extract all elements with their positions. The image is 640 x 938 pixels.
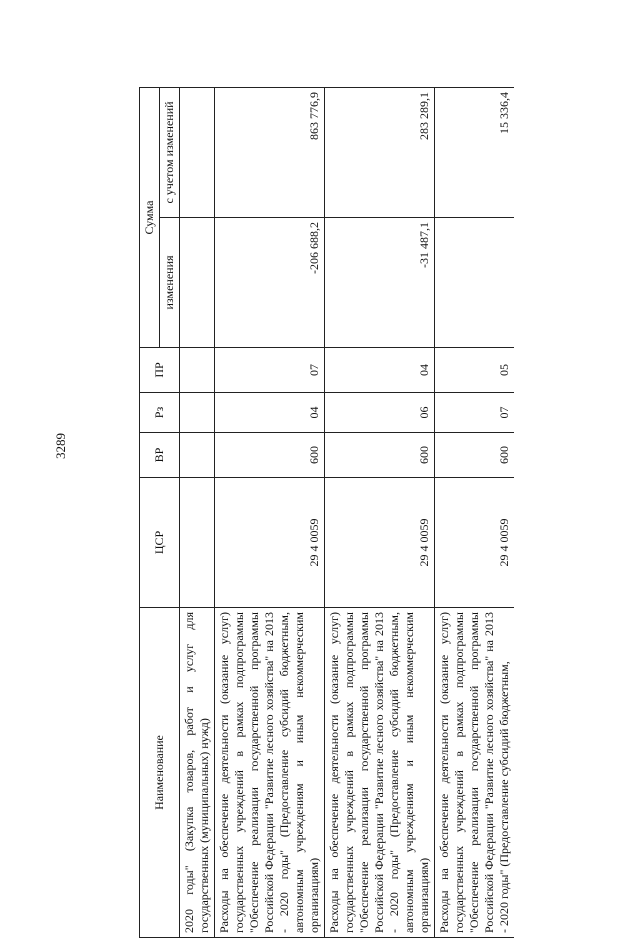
header-rz: Рз [140, 393, 180, 433]
row-csr: 29 4 0059 [435, 478, 515, 608]
header-csr: ЦСР [140, 478, 180, 608]
header-sum: Сумма [140, 87, 160, 347]
continuation-text: 2020 годы" (Закупка товаров, работ и услуг для государственных (муниципальных) нужд) [180, 608, 215, 938]
row-total: 283 289,1 [325, 87, 435, 217]
rotated-page [139, 58, 609, 938]
header-row [140, 87, 160, 937]
row-vr: 600 [215, 433, 325, 478]
page-number: 3289 [53, 433, 68, 459]
table-row [215, 87, 325, 937]
table-row [325, 87, 435, 937]
header-changes: изменения [160, 218, 180, 348]
row-vr: 600 [325, 433, 435, 478]
row-csr: 29 4 0059 [325, 478, 435, 608]
continuation-row [180, 87, 215, 937]
row-rz: 06 [325, 393, 435, 433]
row-pr: 07 [215, 348, 325, 393]
table-row [435, 87, 515, 937]
row-pr: 05 [435, 348, 515, 393]
header-name: Наименование [140, 608, 180, 938]
header-pr: ПР [140, 348, 180, 393]
budget-table [139, 87, 514, 938]
row-change [435, 218, 515, 348]
row-vr: 600 [435, 433, 515, 478]
empty-cell [180, 433, 215, 478]
empty-cell [180, 348, 215, 393]
row-change: -206 688,2 [215, 218, 325, 348]
row-total: 863 776,9 [215, 87, 325, 217]
row-rz: 04 [215, 393, 325, 433]
row-total: 15 336,4 [435, 87, 515, 217]
row-change: -31 487,1 [325, 218, 435, 348]
table-wrapper [139, 58, 640, 933]
row-rz: 07 [435, 393, 515, 433]
empty-cell [180, 218, 215, 348]
row-csr: 29 4 0059 [215, 478, 325, 608]
row-name: Расходы на обеспечение деятельности (оказание услуг) государственных учреждений в рамках подпрограммы "Обеспечение реализации государственной программы Российской Федерации "Развитие лесного хозяйства" на 2013 - 2020 годы" (Предоставление субсидий бюджетным, [435, 608, 515, 938]
header-with-changes: с учетом изменений [160, 87, 180, 217]
empty-cell [180, 478, 215, 608]
row-name: Расходы на обеспечение деятельности (оказание услуг) государственных учреждений в рамках подпрограммы "Обеспечение реализации государственной программы Российской Федерации "Развитие лесного хозяйства" на 2013 - 2020 годы" (Предоставление субсидий бюджетным, автономным учреждениям и иным некоммерческим организациям) [325, 608, 435, 938]
empty-cell [180, 87, 215, 217]
row-name: Расходы на обеспечение деятельности (оказание услуг) государственных учреждений в рамках подпрограммы "Обеспечение реализации государственной программы Российской Федерации "Развитие лесного хозяйства" на 2013 - 2020 годы" (Предоставление субсидий бюджетным, автономным учреждениям и иным некоммерческим организациям) [215, 608, 325, 938]
row-pr: 04 [325, 348, 435, 393]
empty-cell [180, 393, 215, 433]
header-vr: ВР [140, 433, 180, 478]
